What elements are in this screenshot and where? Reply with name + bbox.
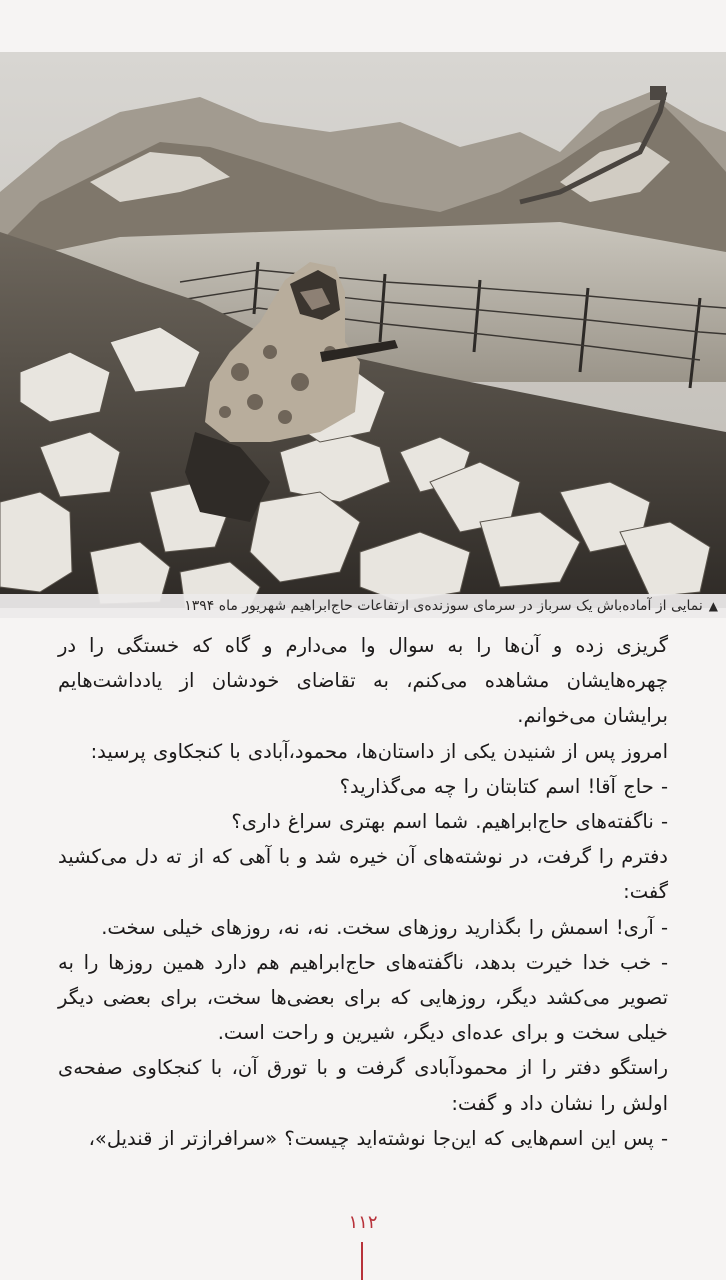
soldier-photo bbox=[0, 52, 726, 608]
paragraph: امروز پس از شنیدن یکی از داستان‌ها، محمود،آبادی با کنجکاوی پرسید: bbox=[90, 739, 668, 763]
photo-caption-text: نمایی از آماده‌باش یک سرباز در سرمای سوزنده‌ی ارتفاعات حاج‌ابراهیم شهریور ماه ۱۳۹۴ bbox=[184, 598, 703, 614]
triangle-marker-icon: ▲ bbox=[708, 599, 718, 613]
dialogue-line: - ناگفته‌های حاج‌ابراهیم. شما اسم بهتری سراغ داری؟ bbox=[231, 810, 668, 834]
paragraph: گریزی زده و آن‌ها را به سوال وا می‌دارم و گاه که خستگی را در چهره‌هایشان مشاهده می‌کنم، به تقاضای خودشان از یادداشت‌هایم برایشان می‌خوانم. bbox=[58, 634, 668, 728]
dialogue-line: - خب خدا خیرت بدهد، ناگفته‌های حاج‌ابراهیم هم دارد همین روزها را به تصویر می‌کشد دیگر، روزهایی که برای بعضی‌ها سخت، برای بعضی دیگر خیلی سخت و برای عده‌ای دیگر، شیرین و راحت است. bbox=[58, 950, 668, 1045]
page-number: ۱۱۲ bbox=[348, 1212, 378, 1233]
dialogue-line: - آری! اسمش را بگذارید روزهای سخت. نه، نه، روزهای خیلی سخت. bbox=[101, 915, 668, 939]
paragraph: دفترم را گرفت، در نوشته‌های آن خیره شد و با آهی که از ته دل می‌کشید گفت: bbox=[58, 845, 668, 904]
body-text bbox=[58, 628, 668, 1156]
dialogue-line: - پس این اسم‌هایی که این‌جا نوشته‌اید چیست؟ «سرافرازتر از قندیل»، bbox=[88, 1126, 668, 1150]
photo-caption bbox=[0, 594, 726, 618]
page-number-rule bbox=[361, 1242, 363, 1280]
dialogue-line: - حاج آقا! اسم کتابتان را چه می‌گذارید؟ bbox=[339, 774, 668, 798]
paragraph: راستگو دفتر را از محمودآبادی گرفت و با تورق آن، با کنجکاوی صفحه‌ی اولش را نشان داد و گفت: bbox=[58, 1056, 668, 1115]
